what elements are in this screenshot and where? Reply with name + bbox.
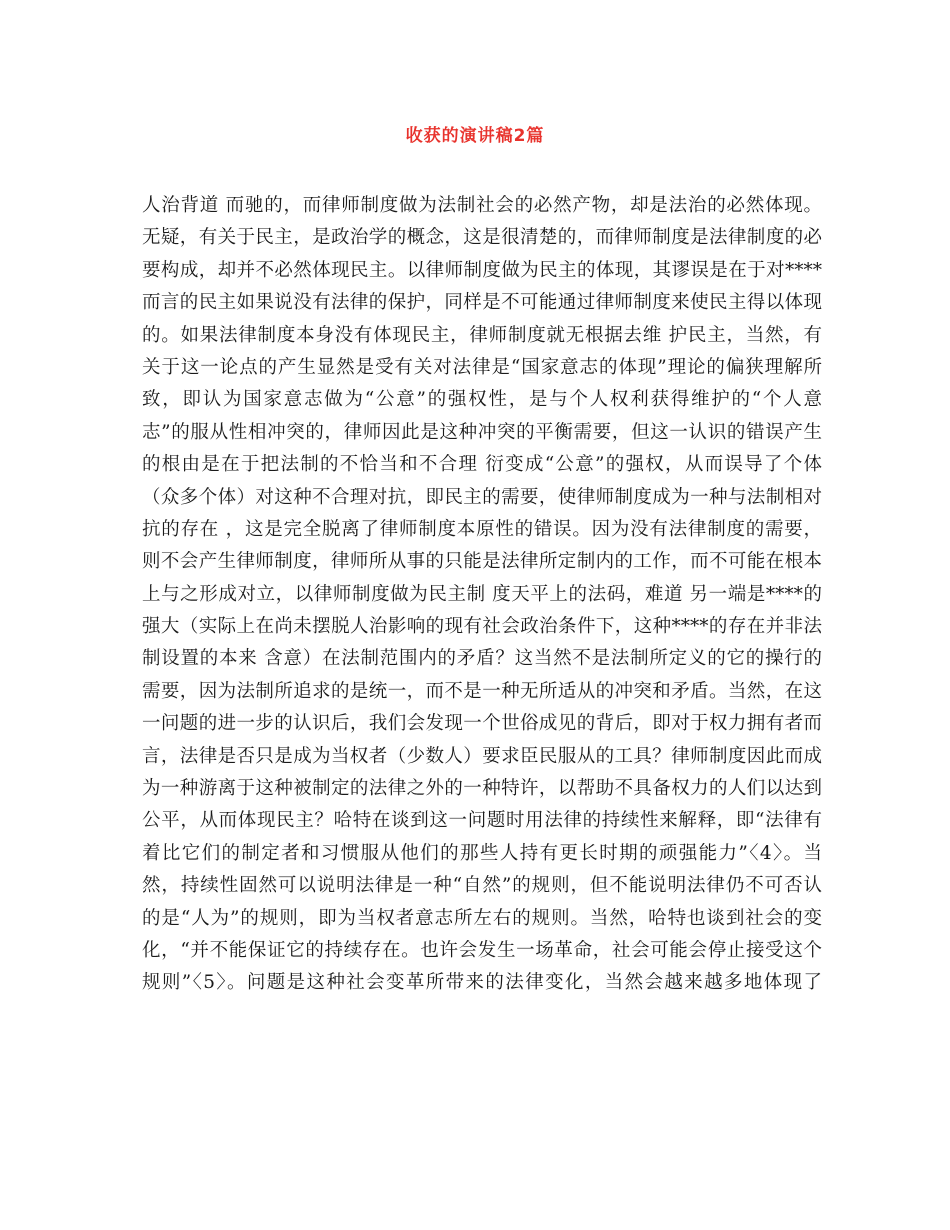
document-body [142,190,822,1000]
paragraph-line: 志”的服从性相冲突的，律师因此是这种冲突的平衡需要，但这一认识的错误产生 [142,421,822,443]
paragraph-line: 上与之形成对立，以律师制度做为民主制 度天平上的法码，难道 另一端是****的 [142,583,822,605]
paragraph-line: 则不会产生律师制度，律师所从事的只能是法律所定制内的工作，而不可能在根本 [142,551,822,573]
document-title: 收获的演讲稿2篇 [405,126,545,146]
paragraph-line: 化，“并不能保证它的持续存在。也许会发生一场革命，社会可能会停止接受这个 [142,939,822,961]
paragraph-line: 言，法律是否只是成为当权者（少数人）要求臣民服从的工具？律师制度因此而成 [142,745,822,767]
paragraph-line: 然，持续性固然可以说明法律是一种“自然”的规则，但不能说明法律仍不可否认 [142,875,822,897]
paragraph-line: 制设置的本来 含意）在法制范围内的矛盾？这当然不是法制所定义的它的操行的 [142,648,822,670]
paragraph-line: 关于这一论点的产生显然是受有关对法律是“国家意志的体现”理论的偏狭理解所 [142,356,822,378]
paragraph-line: （众多个体）对这种不合理对抗，即民主的需要，使律师制度成为一种与法制相对 [142,486,822,508]
paragraph-line: 要构成，却并不必然体现民主。以律师制度做为民主的体现，其谬误是在于对**** [142,259,822,281]
paragraph-line: 公平，从而体现民主？哈特在谈到这一问题时用法律的持续性来解释，即“法律有 [142,810,822,832]
paragraph-line: 着比它们的制定者和习惯服从他们的那些人持有更长时期的顽强能力”〈4〉。当 [142,842,822,864]
paragraph-line: 人治背道 而驰的，而律师制度做为法制社会的必然产物，却是法治的必然体现。 [142,195,822,216]
paragraph-line: 规则”〈5〉。问题是这种社会变革所带来的法律变化，当然会越来越多地体现了 [142,972,822,994]
paragraph-line: 一问题的进一步的认识后，我们会发现一个世俗成见的背后，即对于权力拥有者而 [142,713,822,735]
paragraph-line: 的是“人为”的规则，即为当权者意志所左右的规则。当然，哈特也谈到社会的变 [142,907,822,929]
paragraph-line: 为一种游离于这种被制定的法律之外的一种特许，以帮助不具备权力的人们以达到 [142,778,822,800]
paragraph-line: 的根由是在于把法制的不恰当和不合理 衍变成“公意”的强权，从而误导了个体 [142,454,822,476]
paragraph-line: 强大（实际上在尚未摆脱人治影响的现有社会政治条件下，这种****的存在并非法 [142,616,822,638]
paragraph-line: 无疑，有关于民主，是政治学的概念，这是很清楚的，而律师制度是法律制度的必 [142,227,822,249]
paragraph-line: 而言的民主如果说没有法律的保护，同样是不可能通过律师制度来使民主得以体现 [142,292,822,314]
paragraph-line: 致，即认为国家意志做为“公意”的强权性，是与个人权利获得维护的“个人意 [142,389,822,411]
paragraph-line: 抗的存在 ，这是完全脱离了律师制度本原性的错误。因为没有法律制度的需要， [142,518,822,540]
paragraph-line: 的。如果法律制度本身没有体现民主，律师制度就无根据去维 护民主，当然，有 [142,324,822,346]
paragraph-line: 需要，因为法制所追求的是统一，而不是一种无所适从的冲突和矛盾。当然，在这 [142,680,822,702]
